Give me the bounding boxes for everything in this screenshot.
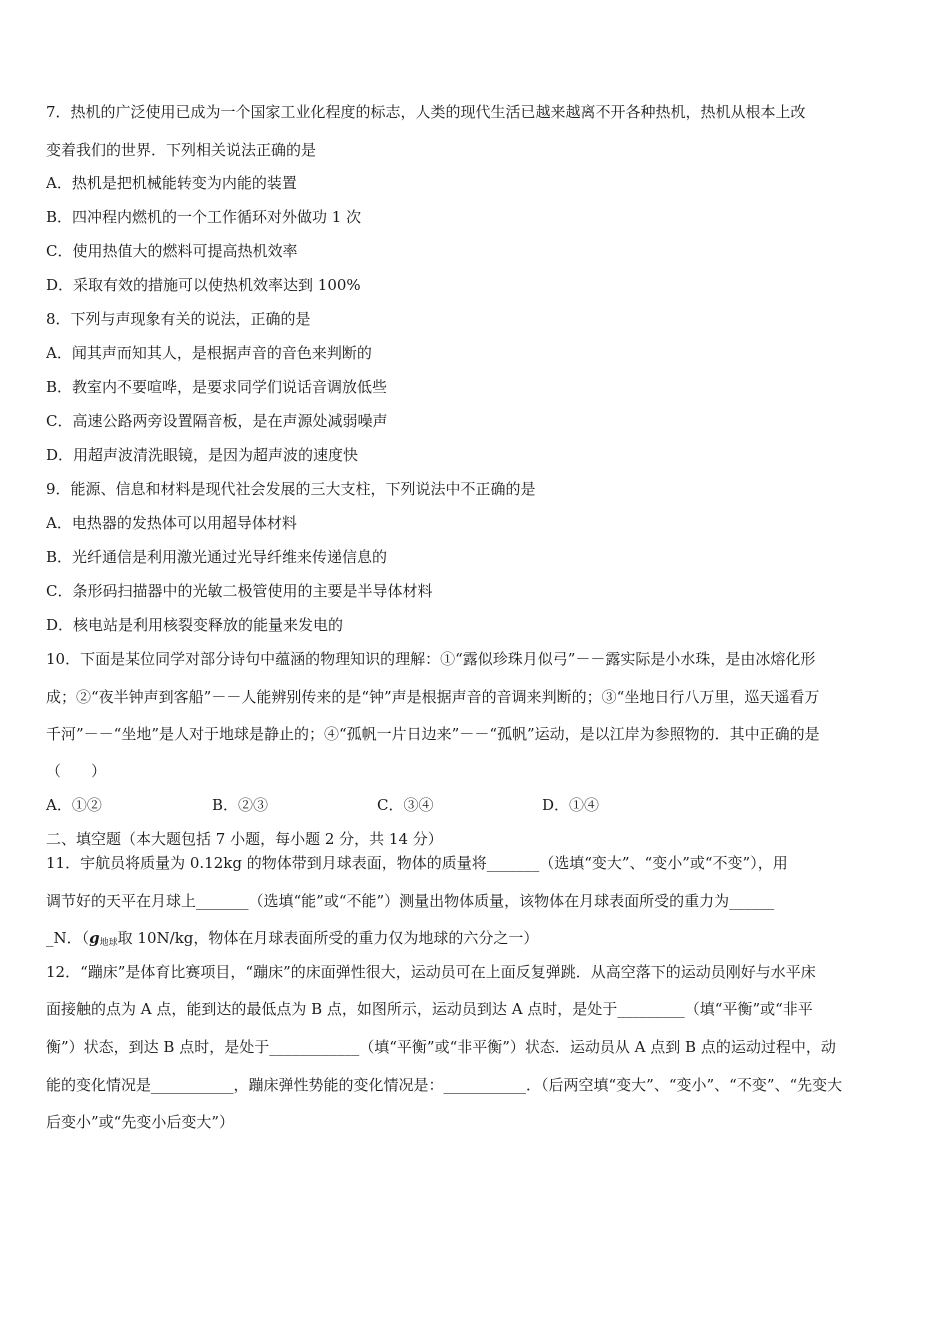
q7-option-b: B．四冲程内燃机的一个工作循环对外做功 1 次 [46, 208, 362, 226]
q9-stem: 9．能源、信息和材料是现代社会发展的三大支柱，下列说法中不正确的是 [46, 480, 536, 498]
q10-option-d: D．①④ [542, 796, 600, 814]
q10-stem-line-3: 千河”－－“坐地”是人对于地球是静止的；④“孤帆一片日边来”－－“孤帆”运动，是以江岸为参照物的．其中正确的是 [46, 725, 820, 743]
q11-line-3-start: _N．（ [46, 929, 90, 947]
section-heading: 二、填空题（本大题包括 7 小题，每小题 2 分，共 14 分） [46, 830, 443, 848]
g-subscript: 地球 [99, 938, 118, 948]
q10-option-a: A．①② [46, 796, 102, 814]
q7-option-c: C．使用热值大的燃料可提高热机效率 [46, 242, 298, 260]
q11-line-3 [46, 928, 908, 953]
q9-option-d: D．核电站是利用核裂变释放的能量来发电的 [46, 616, 344, 634]
q10-option-c: C．③④ [377, 796, 434, 814]
q9-option-c: C．条形码扫描器中的光敏二极管使用的主要是半导体材料 [46, 582, 433, 600]
q8-option-d: D．用超声波清洗眼镜，是因为超声波的速度快 [46, 446, 359, 464]
q11-line-3-end: 取 10N/kg，物体在月球表面所受的重力仅为地球的六分之一） [117, 929, 539, 947]
q11-line-1: 11．宇航员将质量为 0.12kg 的物体带到月球表面，物体的质量将_______（选填“变大”、“变小”或“不变”），用 [46, 854, 788, 872]
q10-stem-line-4: （ ） [46, 762, 107, 780]
q12-line-1: 12．“蹦床”是体育比赛项目，“蹦床”的床面弹性很大，运动员可在上面反复弹跳．从高空落下的运动员刚好与水平床 [46, 963, 816, 981]
q9-option-b: B．光纤通信是利用激光通过光导纤维来传递信息的 [46, 548, 388, 566]
q12-line-3: 衡”）状态，到达 B 点时，是处于____________（填“平衡”或“非平衡”）状态．运动员从 A 点到 B 点的运动过程中，动 [46, 1038, 836, 1056]
q8-option-a: A．闻其声而知其人，是根据声音的音色来判断的 [46, 344, 372, 362]
q12-line-2: 面接触的点为 A 点，能到达的最低点为 B 点，如图所示，运动员到达 A 点时，是处于_________（填“平衡”或“非平 [46, 1000, 813, 1018]
q8-stem: 8．下列与声现象有关的说法，正确的是 [46, 310, 311, 328]
q7-stem-line-2: 变着我们的世界．下列相关说法正确的是 [46, 141, 317, 159]
q12-line-5: 后变小”或“先变小后变大”） [46, 1113, 235, 1131]
q8-option-b: B．教室内不要喧哗，是要求同学们说话音调放低些 [46, 378, 388, 396]
q9-option-a: A．电热器的发热体可以用超导体材料 [46, 514, 297, 532]
q7-stem-line-1: 7．热机的广泛使用已成为一个国家工业化程度的标志，人类的现代生活已越来越离不开各种热机，热机从根本上改 [46, 103, 806, 121]
q11-line-2: 调节好的天平在月球上_______（选填“能”或“不能”）测量出物体质量，该物体在月球表面所受的重力为______ [46, 892, 775, 910]
q10-option-b: B．②③ [212, 796, 269, 814]
g-symbol: g [89, 929, 100, 947]
q7-option-d: D．采取有效的措施可以使热机效率达到 100% [46, 276, 361, 294]
q7-option-a: A．热机是把机械能转变为内能的装置 [46, 174, 297, 192]
q10-stem-line-2: 成；②“夜半钟声到客船”－－人能辨别传来的是“钟”声是根据声音的音调来判断的；③“坐地日行八万里，巡天遥看万 [46, 688, 820, 706]
q8-option-c: C．高速公路两旁设置隔音板，是在声源处减弱噪声 [46, 412, 388, 430]
q10-stem-line-1: 10．下面是某位同学对部分诗句中蕴涵的物理知识的理解：①“露似珍珠月似弓”－－露实际是小水珠，是由冰熔化形 [46, 650, 816, 668]
q12-line-4: 能的变化情况是___________，蹦床弹性势能的变化情况是：___________．（后两空填“变大”、“变小”、“不变”、“先变大 [46, 1076, 843, 1094]
